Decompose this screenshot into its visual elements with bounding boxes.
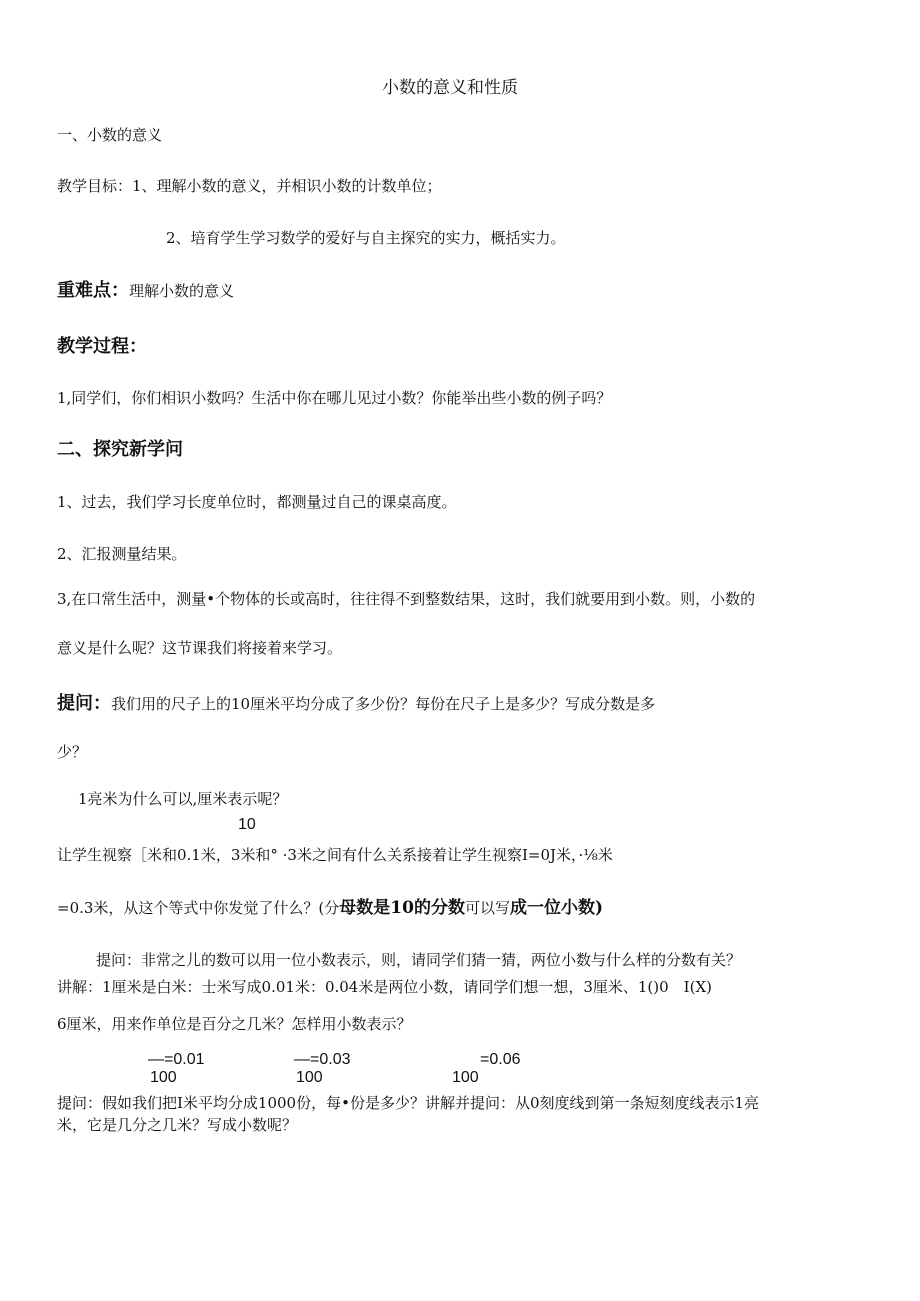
result-line [57,898,603,918]
result-bold-2: 成一位小数) [509,898,604,918]
key-point-label: 重难点： [57,280,129,301]
teaching-goal-label: 教学目标： [57,177,133,195]
question-centimeter: 1亮米为什么可以,厘米表示呢？ [78,790,288,808]
fraction-1-top: —=0.01 [148,1051,205,1068]
teaching-goal-item-1: 1、理解小数的意义，并相识小数的计数单位； [132,177,442,195]
ask-1-label: 提问： [57,693,111,714]
ask-3-line-2: 米，它是几分之几米？写成小数呢？ [57,1116,298,1134]
fraction-3-bottom: 100 [452,1069,479,1086]
teaching-goal-line-1 [57,176,442,196]
question-1: 1,同学们，你们相识小数吗？生活中你在哪儿见过小数？你能举出些小数的例子吗？ [57,389,612,407]
step-3-line-1: 3,在口常生活中，测量•个物体的长或高时，往往得不到整数结果，这时，我们就要用到小数。则，小数的 [57,590,756,608]
explain-line-2: 6厘米，用来作单位是百分之几米？怎样用小数表示？ [57,1015,412,1033]
step-2: 2、汇报测量结果。 [57,545,187,563]
process-heading: 教学过程： [57,336,147,357]
ask-3-line-1: 提问：假如我们把I米平均分成1000份，每•份是多少？讲解并提问：从0刻度线到第一条短刻度线表示1亮 [57,1094,760,1112]
ask-1-line-2: 少？ [57,743,88,761]
fraction-2-bottom: 100 [296,1069,323,1086]
result-prefix: =0.3米，从这个等式中你发觉了什么？(分 [57,899,340,917]
section-heading-1: 一、小数的意义 [57,126,163,144]
ask-1-line-1 [57,694,655,714]
step-3-line-2: 意义是什么呢？这节课我们将接着来学习。 [57,639,343,657]
step-1: 1、过去，我们学习长度单位时，都测量过自己的课桌高度。 [57,493,457,511]
key-point-line [57,281,234,301]
observe-line: 让学生视察［米和0.1米，3米和° ·3米之间有什么关系接着让学生视察I=0J米，·⅛米 [57,846,613,864]
teaching-goal-item-2: 2、培育学生学习数学的爱好与自主探究的实力，概括实力。 [166,229,566,247]
result-mid: 可以写 [464,899,510,917]
fraction-3-top: =0.06 [480,1051,521,1068]
page-title: 小数的意义和性质 [382,78,518,98]
section-heading-2: 二、探究新学问 [57,439,183,460]
fraction-1-bottom: 100 [150,1069,177,1086]
key-point-text: 理解小数的意义 [129,282,235,300]
fraction-denominator-10: 10 [238,816,256,833]
explain-line-1: 讲解：1厘米是白米：士米写成0.01米：0.04米是两位小数，请同学们想一想，3厘米、1()0 I(X) [57,978,712,996]
result-bold-1: 母数是10的分数 [339,898,465,918]
fraction-2-top: —=0.03 [294,1051,351,1068]
ask-2: 提问：非常之儿的数可以用一位小数表示，则，请同学们猜一猜，两位小数与什么样的分数有关？ [96,951,742,969]
ask-1-text: 我们用的尺子上的10厘米平均分成了多少份？每份在尺子上是多少？写成分数是多 [111,695,656,713]
